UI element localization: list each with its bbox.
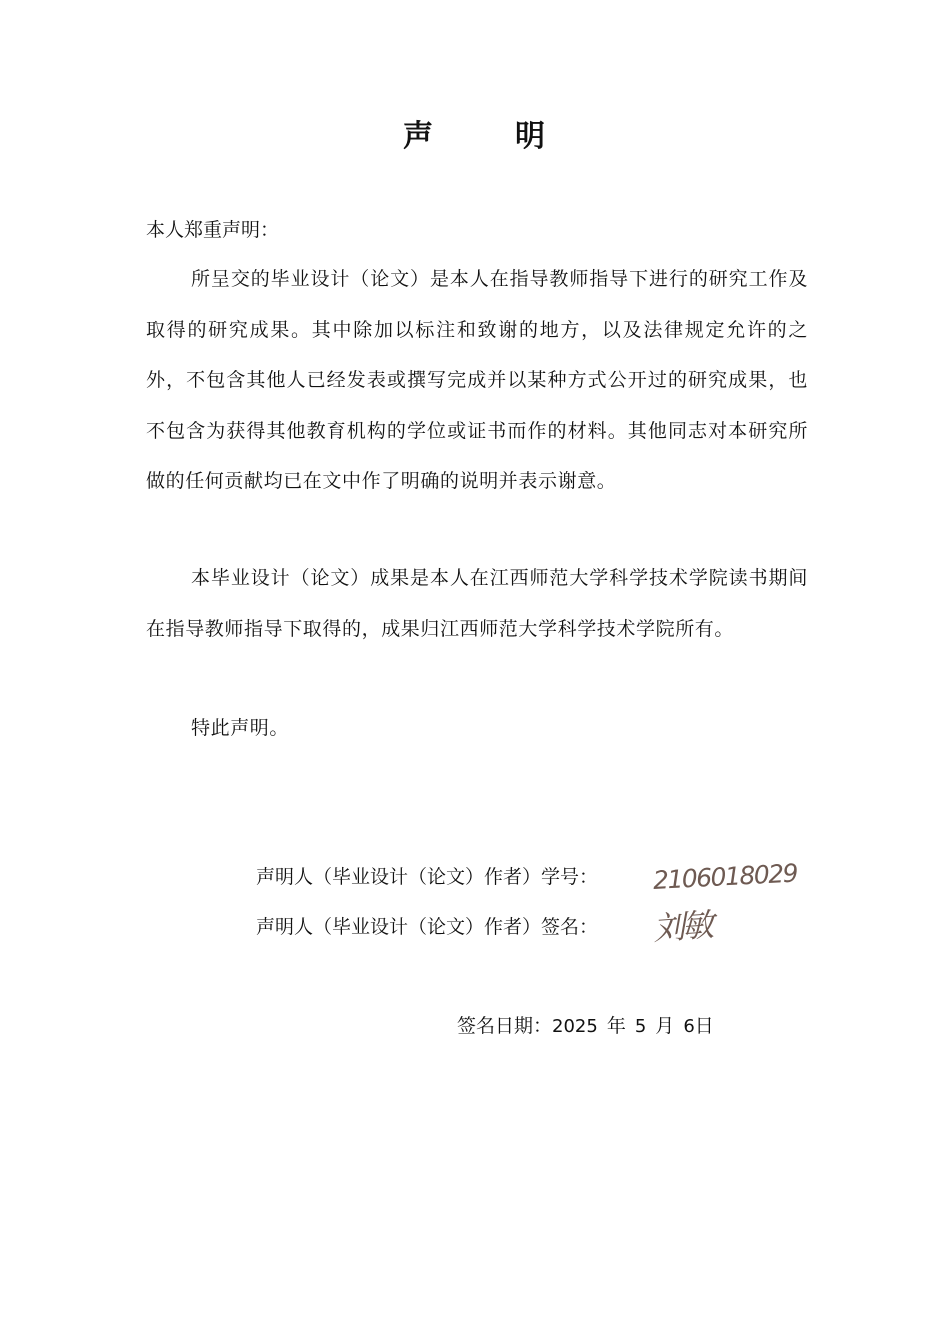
handwritten-signature	[652, 904, 734, 948]
date-month: 5	[634, 1016, 647, 1037]
student-id-label: 声明人（毕业设计（论文）作者）学号：	[256, 866, 599, 888]
title-char-2: 明	[515, 119, 547, 154]
title-char-1: 声	[403, 119, 435, 154]
student-id-line	[256, 862, 598, 892]
date-month-unit: 月	[655, 1015, 675, 1037]
handwritten-student-id	[651, 858, 798, 896]
signature-label: 声明人（毕业设计（论文）作者）签名：	[256, 916, 599, 938]
date-day: 6	[683, 1016, 695, 1037]
paragraph-ownership: 本毕业设计（论文）成果是本人在江西师范大学科学技术学院读书期间在指导教师指导下取得的，成果归江西师范大学科学技术学院所有。	[146, 567, 808, 640]
paragraph-originality: 所呈交的毕业设计（论文）是本人在指导教师指导下进行的研究工作及取得的研究成果。其中除加以标注和致谢的地方，以及法律规定允许的之外，不包含其他人已经发表或撰写完成并以某种方式公开过的研究成果，也不包含为获得其他教育机构的学位或证书而作的材料。其他同志对本研究所做的任何贡献均已在文中作了明确的说明并表示谢意。	[146, 268, 808, 492]
handwritten-signature-text: 刘敏	[651, 905, 713, 948]
date-label: 签名日期：	[457, 1015, 553, 1037]
paragraph-closing: 特此声明。	[191, 717, 290, 739]
date-day-unit: 日	[694, 1015, 714, 1037]
signing-date	[457, 1011, 714, 1042]
signature-line	[256, 912, 598, 942]
intro-line: 本人郑重声明：	[146, 219, 280, 241]
handwritten-student-id-text: 2106018029	[652, 858, 798, 896]
page-title	[0, 112, 950, 162]
date-year-unit: 年	[606, 1015, 626, 1037]
date-year: 2025	[552, 1016, 598, 1037]
